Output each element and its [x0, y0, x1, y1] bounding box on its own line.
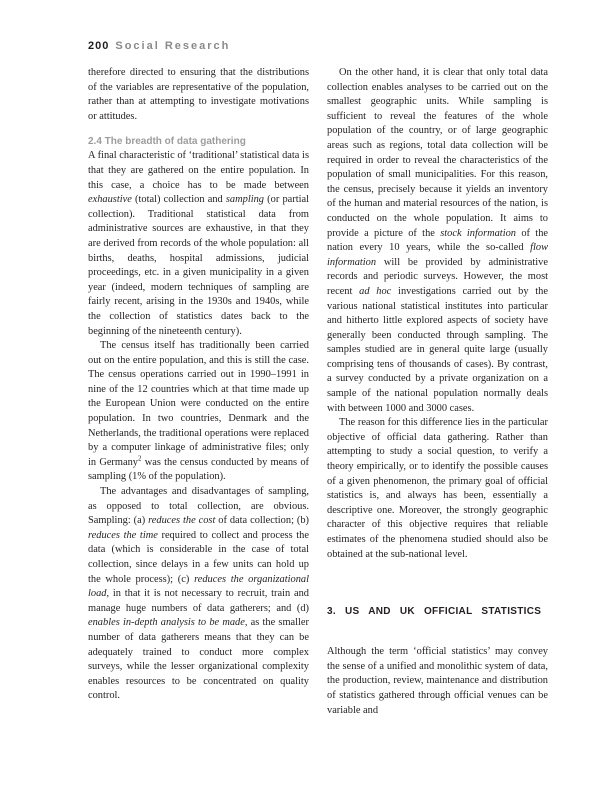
paragraph: A final characteristic of ‘traditional’ statistical data is that they are gathered on the entire population. In this case, a choice has to be made between exhaustive (total) collection and sampling (or partial collection). Traditional statistical data from administrative sources are exhaustive, in that they are derived from records of the whole population: all births, deaths, hospital admissions, judicial proceedings, etc. in a given municipality in a given year (indeed, modern techniques of sampling are fairly recent, arising in the 1930s and 1940s, while the collection of statistics dates back to the beginning of the nineteenth century).: [88, 150, 309, 337]
book-title: Social Research: [115, 40, 231, 52]
section-heading: 2.4 The breadth of data gathering: [88, 136, 246, 148]
right-column: [327, 66, 548, 718]
left-column: [88, 66, 309, 704]
paragraph: therefore directed to ensuring that the distributions of the variables are representative of the population, rather than at attempting to investigate motivations or attitudes.: [88, 67, 309, 122]
paragraph: The reason for this difference lies in the particular objective of official data gathering. Rather than attempting to study a social question, to verify a theory empirically, or to identify the possible causes of a given phenomenon, the primary goal of official statistics is, and always has been, essentially a descriptive one. Moreover, the strongly geographic character of this objective requires that reliable estimates of the phenomena studied should also be obtained at the sub-national level.: [327, 417, 548, 560]
footnote-marker: 2: [137, 454, 142, 463]
page-number: 200: [88, 40, 110, 52]
running-head: [88, 40, 230, 52]
paragraph: The advantages and disadvantages of sampling, as opposed to total collection, are obvious. Sampling: (a) reduces the cost of data collection; (b) reduces the time required to collect and process the data (which is considerable in the case of total collection, since delays in a few units can hold up the whole process); (c) reduces the organizational load, in that it is not necessary to recruit, train and manage huge numbers of data gatherers; and (d) enables in-depth analysis to be made, as the smaller number of data gatherers means that they can be adequately trained to conduct more complex surveys, while the lesser organizational complexity enables resources to be concentrated on quality control.: [88, 486, 310, 702]
paragraph: The census itself has traditionally been carried out on the entire population, and this is still the case. The census operations carried out in 1990–1991 in nine of the 12 countries which at that time made up the European Union were conducted on the entire population. In two countries, Denmark and the Netherlands, the traditional operations were replaced by a computer linkage of administrative files; only in Germany$^2$ was the census conducted by means of sampling (1% of the population).: [88, 340, 309, 483]
chapter-heading: 3. US AND UK OFFICIAL STATISTICS: [327, 606, 542, 618]
paragraph: On the other hand, it is clear that only total data collection enables analyses to be carried out on the smallest geographic units. While sampling is sufficient to reveal the features of the whole population of the country, or of large geographic areas such as regions, total data collection will be required in order to reveal the characteristics of the population of small municipalities. For this reason, the census, precisely because it yields an inventory of the human and material resources of the nation, is conducted on the whole population. It aims to provide a picture of the stock information of the nation every 10 years, while the so-called flow information will be provided by administrative records and periodic surveys. However, the most recent ad hoc investigations carried out by the various national statistical institutes into particular and hitherto little explored aspects of society have generally been conducted through sampling. The samples studied are in general quite large (usually comprising tens of thousands of cases). By contrast, a survey conducted by a private organization on a sample of the national population normally deals with between 1000 and 3000 cases.: [327, 67, 548, 414]
paragraph: Although the term ‘official statistics’ may convey the sense of a unified and monolithic system of data, the production, review, maintenance and distribution of statistics gathered through official venues can be variable and: [327, 646, 548, 716]
